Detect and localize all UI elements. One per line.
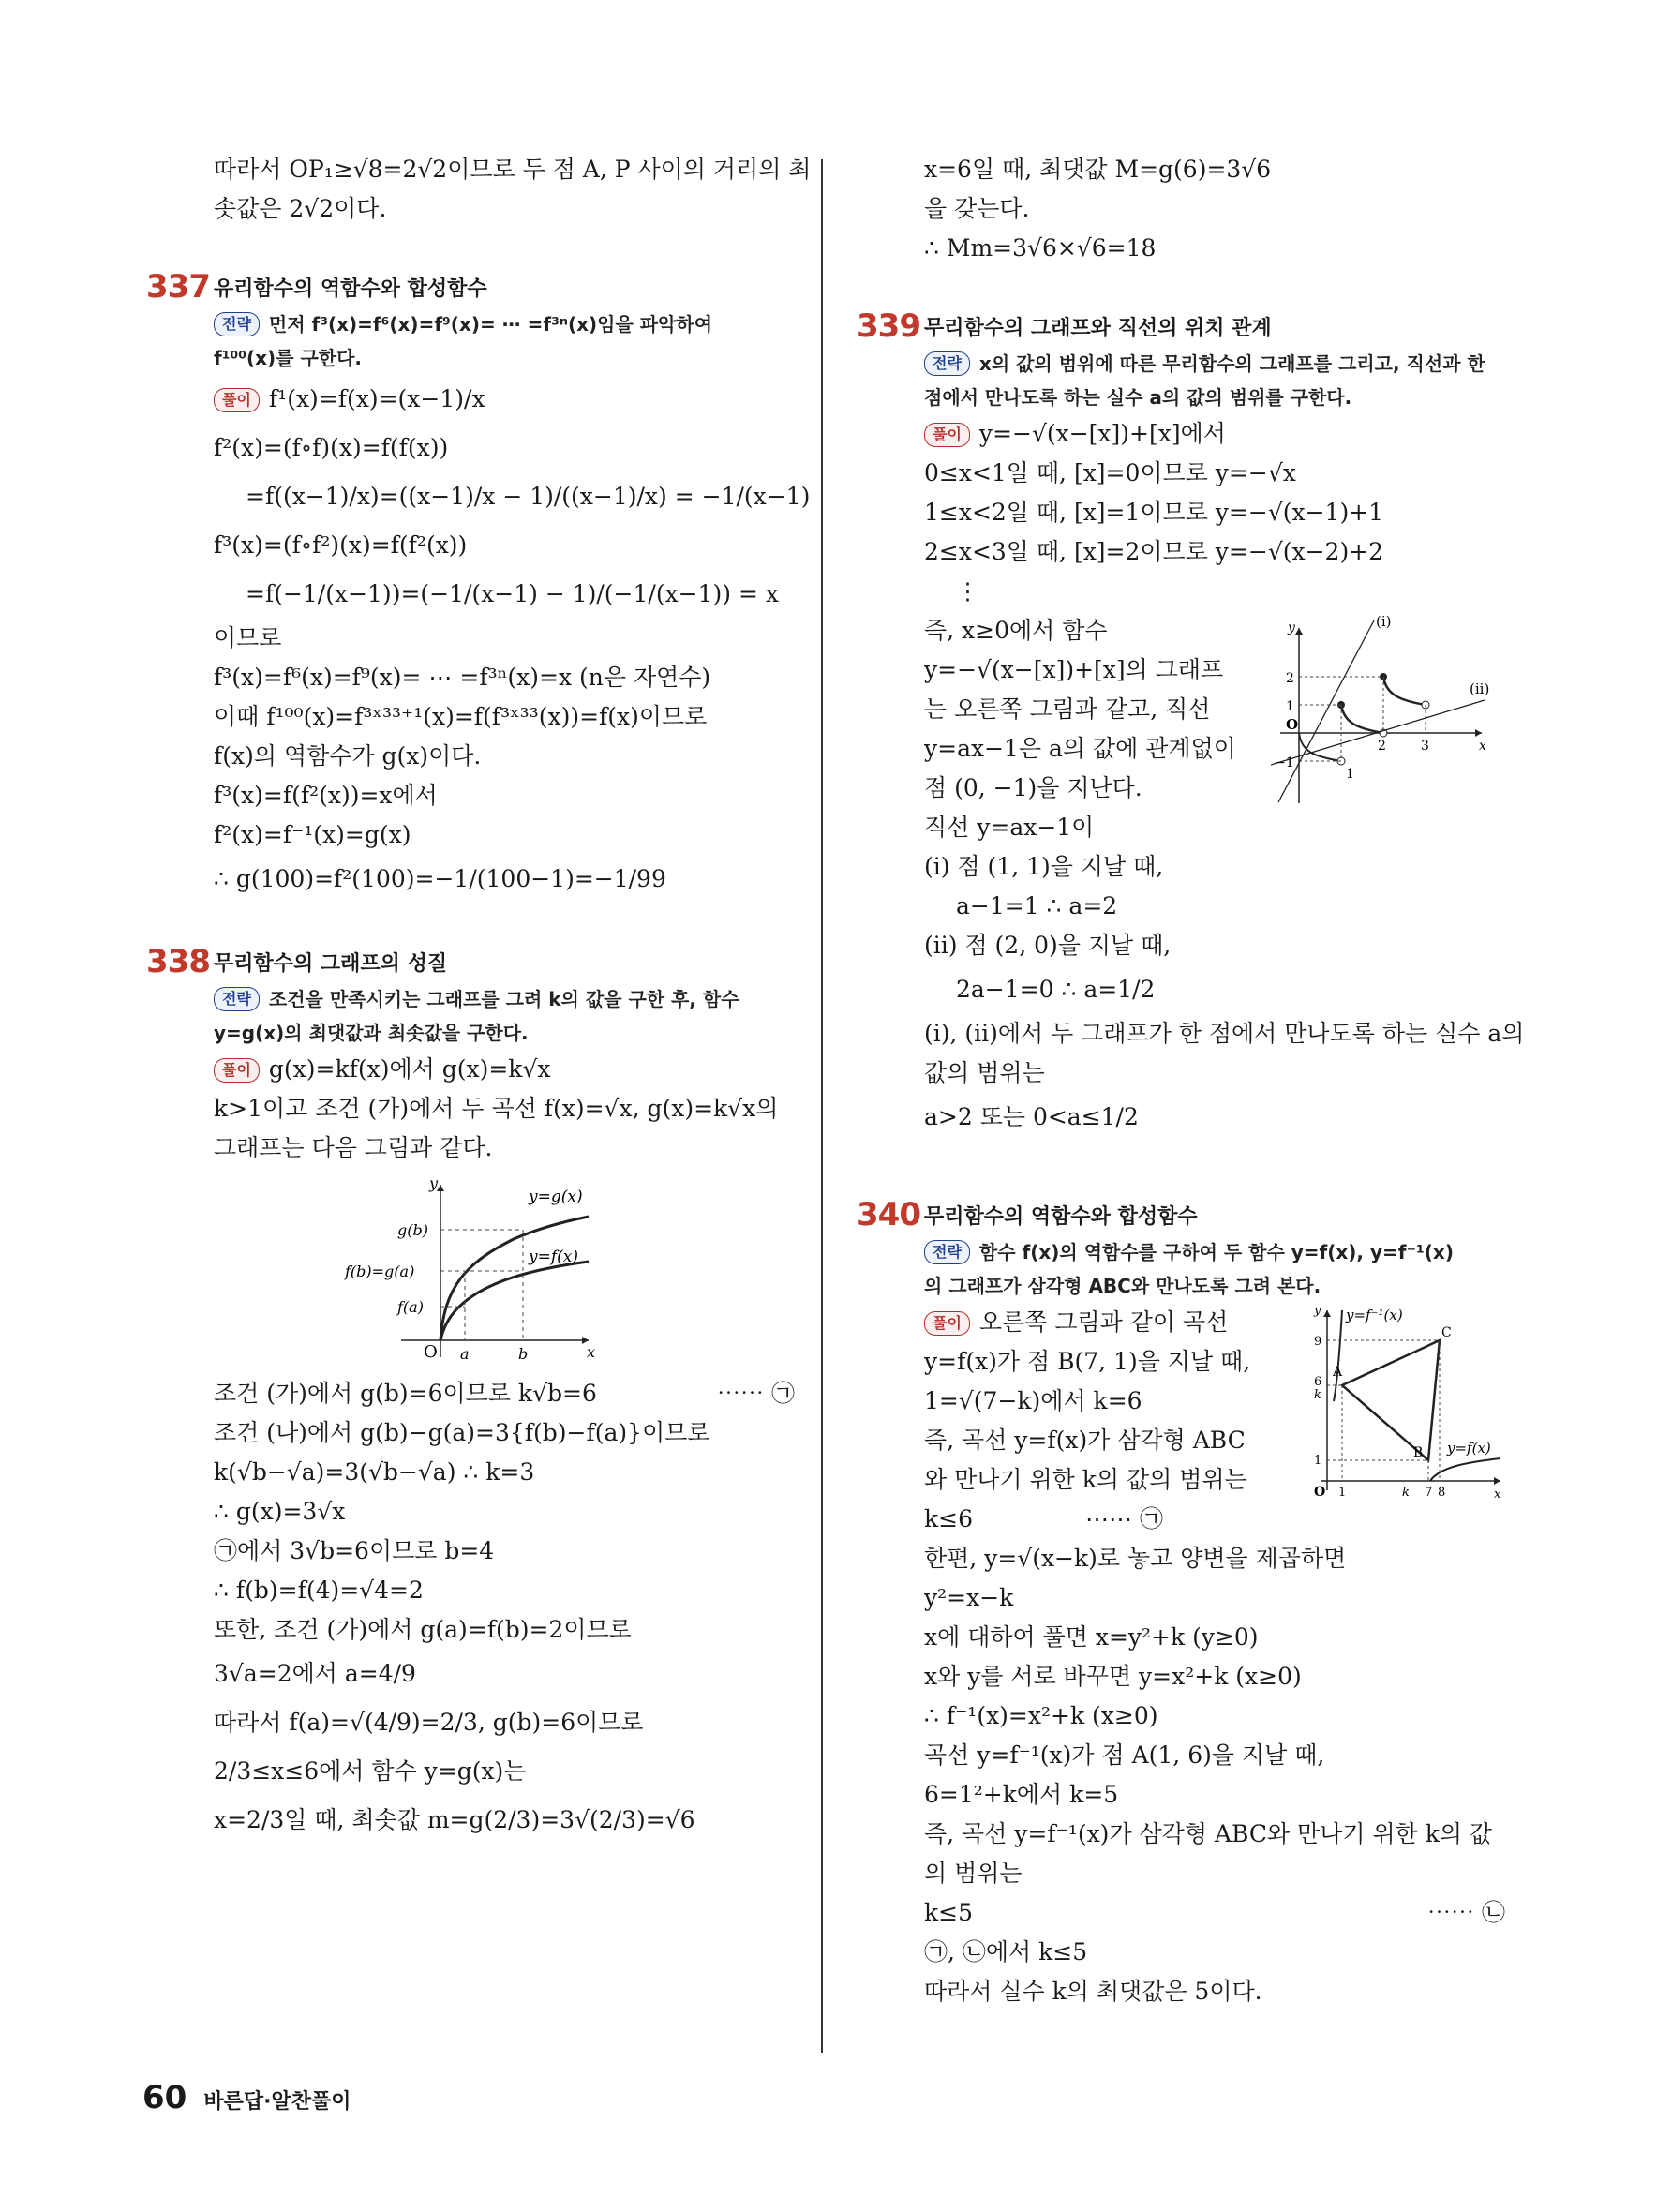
text-line: y=−√(x−[x])+[x]의 그래프 xyxy=(924,656,1224,683)
problem-339 xyxy=(857,306,1525,1142)
equation-line: x=6일 때, 최댓값 M=g(6)=3√6 xyxy=(924,156,1272,183)
text-line: f(x)의 역함수가 g(x)이다. xyxy=(214,742,482,770)
strategy-text: y=g(x)의 최댓값과 최솟값을 구한다. xyxy=(214,1022,529,1044)
problem-title: 무리함수의 역함수와 합성함수 xyxy=(924,1204,1198,1229)
equation-line: f³(x)=(f∘f²)(x)=f(f²(x)) xyxy=(214,531,468,559)
problem-338 xyxy=(146,941,795,1845)
text-line: k>1이고 조건 (가)에서 두 곡선 f(x)=√x, g(x)=k√x의 xyxy=(214,1095,779,1122)
equation-line: a−1=1 ∴ a=2 xyxy=(956,892,1118,919)
curve-label: y=f(x) xyxy=(529,1248,578,1266)
equation-line: x에 대하여 풀면 x=y²+k (y≥0) xyxy=(924,1623,1259,1651)
axis-label: x xyxy=(1479,739,1486,754)
tick-label: k xyxy=(1402,1486,1410,1500)
tick-label: 2 xyxy=(1378,739,1386,754)
graph-339 xyxy=(1271,611,1505,812)
equation-line: =f((x−1)/x)=((x−1)/x − 1)/((x−1)/x) = −1/(x−1) xyxy=(246,483,811,510)
equation-line: ∴ g(100)=f²(100)=−1/(100−1)=−1/99 xyxy=(214,865,666,892)
equation-line: 1≤x<2일 때, [x]=1이므로 y=−√(x−1)+1 xyxy=(924,499,1384,526)
graph-340-svg xyxy=(1308,1303,1505,1500)
point-label: B xyxy=(1413,1445,1424,1460)
equation-line: x=2/3일 때, 최솟값 m=g(2/3)=3√(2/3)=√6 xyxy=(214,1806,695,1833)
equation-line: k(√b−√a)=3(√b−√a) ∴ k=3 xyxy=(214,1458,535,1486)
equation-line: ∴ f(b)=f(4)=√4=2 xyxy=(214,1577,424,1604)
strategy-text: 의 그래프가 삼각형 ABC와 만나도록 그려 본다. xyxy=(924,1275,1321,1297)
equation-line: 2≤x<3일 때, [x]=2이므로 y=−√(x−2)+2 xyxy=(924,538,1384,565)
graph-338 xyxy=(214,1173,795,1365)
problem-337 xyxy=(146,266,811,904)
equation-line: f¹(x)=f(x)=(x−1)/x xyxy=(268,385,485,412)
axis-label: y xyxy=(1314,1304,1321,1318)
text-line: 는 오른쪽 그림과 같고, 직선 xyxy=(924,695,1211,723)
strategy-text: f¹⁰⁰(x)를 구한다. xyxy=(214,347,363,369)
text-line: y=ax−1은 a의 값에 관계없이 xyxy=(924,735,1236,762)
problem-number: 339 xyxy=(857,307,920,345)
strategy-text: x의 값의 범위에 따른 무리함수의 그래프를 그리고, 직선과 한 xyxy=(978,352,1485,375)
origin-label: O xyxy=(424,1342,438,1361)
point-label: C xyxy=(1441,1325,1452,1340)
text-line: ⋮ xyxy=(956,577,979,605)
text-line: y=f(x)가 점 B(7, 1)을 지날 때, xyxy=(924,1348,1251,1375)
line-label: (i) xyxy=(1376,613,1392,630)
text-line: (i) 점 (1, 1)을 지날 때, xyxy=(924,853,1164,880)
origin-label: O xyxy=(1286,716,1299,733)
solution-tag: 풀이 xyxy=(214,388,260,412)
equation-marker: ⋯⋯ ㉡ xyxy=(1427,1899,1505,1926)
equation-line: 곡선 y=f⁻¹(x)가 점 A(1, 6)을 지날 때, xyxy=(924,1741,1325,1769)
tick-label: g(b) xyxy=(397,1221,428,1239)
text-line: 즉, 곡선 y=f⁻¹(x)가 삼각형 ABC와 만나기 위한 k의 값 xyxy=(924,1820,1493,1847)
tick-label: f(b)=g(a) xyxy=(345,1263,415,1280)
equation-line: 2a−1=0 ∴ a=1/2 xyxy=(956,976,1156,1003)
tick-label: f(a) xyxy=(397,1298,424,1316)
strategy-tag: 전략 xyxy=(924,351,970,376)
equation-line: k≤5 xyxy=(924,1899,974,1926)
column-divider xyxy=(821,159,823,2053)
tick-label: 1 xyxy=(1314,1454,1322,1468)
equation-line: f³(x)=f(f²(x))=x에서 xyxy=(214,782,438,809)
page-footer xyxy=(142,2079,351,2116)
equation-line: ∴ Mm=3√6×√6=18 xyxy=(924,234,1157,262)
equation-line: ㉠에서 3√b=6이므로 b=4 xyxy=(214,1537,495,1564)
equation-line: y=−√(x−[x])+[x]에서 xyxy=(978,420,1226,447)
tick-label: 6 xyxy=(1314,1375,1322,1389)
axis-label: y xyxy=(1288,620,1295,635)
equation-line: ∴ f⁻¹(x)=x²+k (x≥0) xyxy=(924,1702,1158,1729)
equation-line: a>2 또는 0<a≤1/2 xyxy=(924,1103,1139,1130)
strategy-tag: 전략 xyxy=(214,987,260,1011)
equation-line: g(x)=kf(x)에서 g(x)=k√x xyxy=(268,1055,551,1083)
equation-line: k≤6 xyxy=(924,1505,974,1532)
text-line: 와 만나기 위한 k의 값의 범위는 xyxy=(924,1466,1247,1493)
curve-label: y=f⁻¹(x) xyxy=(1346,1307,1403,1323)
intro-text xyxy=(924,150,1505,268)
equation-line: 0≤x<1일 때, [x]=0이므로 y=−√x xyxy=(924,459,1296,486)
equation-line: x와 y를 서로 바꾸면 y=x²+k (x≥0) xyxy=(924,1663,1302,1690)
left-column xyxy=(146,150,812,1845)
tick-label: 9 xyxy=(1314,1335,1322,1349)
problem-number: 337 xyxy=(146,268,210,306)
equation-line: =f(−1/(x−1))=(−1/(x−1) − 1)/(−1/(x−1)) = x xyxy=(246,580,779,607)
curve-label: y=f(x) xyxy=(1447,1440,1491,1457)
text-line: 의 범위는 xyxy=(924,1860,1023,1887)
problem-number: 338 xyxy=(146,943,210,980)
axis-label: y xyxy=(429,1174,439,1192)
equation-line: f³(x)=f⁶(x)=f⁹(x)= ⋯ =f³ⁿ(x)=x (n은 자연수) xyxy=(214,664,711,691)
equation-line: 따라서 f(a)=√(4/9)=2/3, g(b)=6이므로 xyxy=(214,1709,644,1736)
line-label: (ii) xyxy=(1470,680,1490,697)
tick-label: −1 xyxy=(1275,755,1294,770)
strategy-text: 함수 f(x)의 역함수를 구하여 두 함수 y=f(x), y=f⁻¹(x) xyxy=(978,1241,1454,1263)
text-line: 을 갖는다. xyxy=(924,195,1030,222)
equation-line: f²(x)=f⁻¹(x)=g(x) xyxy=(214,821,411,848)
text-line: 점 (0, −1)을 지난다. xyxy=(924,774,1142,801)
equation-line: 한편, y=√(x−k)로 놓고 양변을 제곱하면 xyxy=(924,1545,1347,1572)
equation-line: f²(x)=(f∘f)(x)=f(f(x)) xyxy=(214,434,449,461)
equation-line: y²=x−k xyxy=(924,1584,1014,1611)
graph-339-svg xyxy=(1271,611,1505,808)
curve-label: y=g(x) xyxy=(529,1188,583,1206)
text-line: 값의 범위는 xyxy=(924,1059,1045,1086)
intro-text xyxy=(214,150,812,229)
strategy-tag: 전략 xyxy=(924,1240,970,1264)
text-line: 그래프는 다음 그림과 같다. xyxy=(214,1134,493,1161)
equation-line: 조건 (가)에서 g(b)=6이므로 k√b=6 xyxy=(214,1380,597,1407)
page-number: 60 xyxy=(142,2079,187,2116)
equation-line: 6=1²+k에서 k=5 xyxy=(924,1781,1119,1808)
origin-label: O xyxy=(1314,1485,1326,1500)
equation-line: ∴ g(x)=3√x xyxy=(214,1498,346,1525)
strategy-text: 조건을 만족시키는 그래프를 그려 k의 값을 구한 후, 함수 xyxy=(268,988,739,1010)
solution-tag: 풀이 xyxy=(924,423,970,447)
problem-title: 무리함수의 그래프의 성질 xyxy=(214,951,448,976)
equation-marker: ⋯⋯ ㉠ xyxy=(717,1380,795,1407)
equation-line: 조건 (나)에서 g(b)−g(a)=3{f(b)−f(a)}이므로 xyxy=(214,1419,710,1446)
graph-340 xyxy=(1308,1303,1505,1503)
tick-label: 1 xyxy=(1286,699,1294,714)
equation-marker: ⋯⋯ ㉠ xyxy=(1085,1505,1163,1532)
text-line: 솟값은 2√2이다. xyxy=(214,195,387,222)
text-line: (ii) 점 (2, 0)을 지날 때, xyxy=(924,932,1172,959)
equation-line: 이때 f¹⁰⁰(x)=f³ˣ³³⁺¹(x)=f(f³ˣ³³(x))=f(x)이므로 xyxy=(214,703,708,730)
problem-title: 유리함수의 역함수와 합성함수 xyxy=(214,276,487,301)
equation-line: 또한, 조건 (가)에서 g(a)=f(b)=2이므로 xyxy=(214,1616,632,1643)
tick-label: 7 xyxy=(1425,1486,1433,1500)
axis-label: x xyxy=(1494,1487,1501,1500)
text-line: 즉, x≥0에서 함수 xyxy=(924,617,1108,644)
text-line: (i), (ii)에서 두 그래프가 한 점에서 만나도록 하는 실수 a의 xyxy=(924,1020,1525,1047)
text-line: 따라서 실수 k의 최댓값은 5이다. xyxy=(924,1978,1262,2005)
equation-line: 2/3≤x≤6에서 함수 y=g(x)는 xyxy=(214,1757,527,1785)
tick-label: 8 xyxy=(1438,1486,1446,1500)
book-label: 바른답·알찬풀이 xyxy=(203,2090,351,2114)
strategy-text: 먼저 f³(x)=f⁶(x)=f⁹(x)= ⋯ =f³ⁿ(x)임을 파악하여 xyxy=(268,313,713,336)
tick-label: 3 xyxy=(1421,739,1429,754)
text-line: 이므로 xyxy=(214,624,282,651)
strategy-tag: 전략 xyxy=(214,312,260,336)
tick-label: 1 xyxy=(1338,1486,1347,1500)
text-line: 즉, 곡선 y=f(x)가 삼각형 ABC xyxy=(924,1427,1246,1454)
solution-tag: 풀이 xyxy=(924,1311,970,1336)
text-line: 직선 y=ax−1이 xyxy=(924,814,1095,841)
text-line: 따라서 OP₁≥√8=2√2이므로 두 점 A, P 사이의 거리의 최 xyxy=(214,156,812,183)
text-line: 오른쪽 그림과 같이 곡선 xyxy=(978,1308,1229,1336)
problem-title: 무리함수의 그래프와 직선의 위치 관계 xyxy=(924,316,1272,340)
graph-338-svg xyxy=(214,1173,795,1361)
tick-label: k xyxy=(1314,1388,1321,1402)
equation-line: 3√a=2에서 a=4/9 xyxy=(214,1660,416,1687)
equation-line: ㉠, ㉡에서 k≤5 xyxy=(924,1938,1088,1965)
problem-340 xyxy=(857,1194,1505,2011)
tick-label: b xyxy=(518,1345,529,1361)
solution-tag: 풀이 xyxy=(214,1058,260,1083)
tick-label: a xyxy=(460,1345,470,1361)
tick-label: 2 xyxy=(1286,671,1294,686)
right-column xyxy=(857,150,1525,2011)
axis-label: x xyxy=(587,1343,596,1361)
problem-number: 340 xyxy=(857,1196,920,1233)
point-label: A xyxy=(1333,1365,1343,1380)
tick-label: 1 xyxy=(1346,767,1354,782)
strategy-text: 점에서 만나도록 하는 실수 a의 값의 범위를 구한다. xyxy=(924,386,1352,409)
equation-line: 1=√(7−k)에서 k=6 xyxy=(924,1387,1142,1414)
